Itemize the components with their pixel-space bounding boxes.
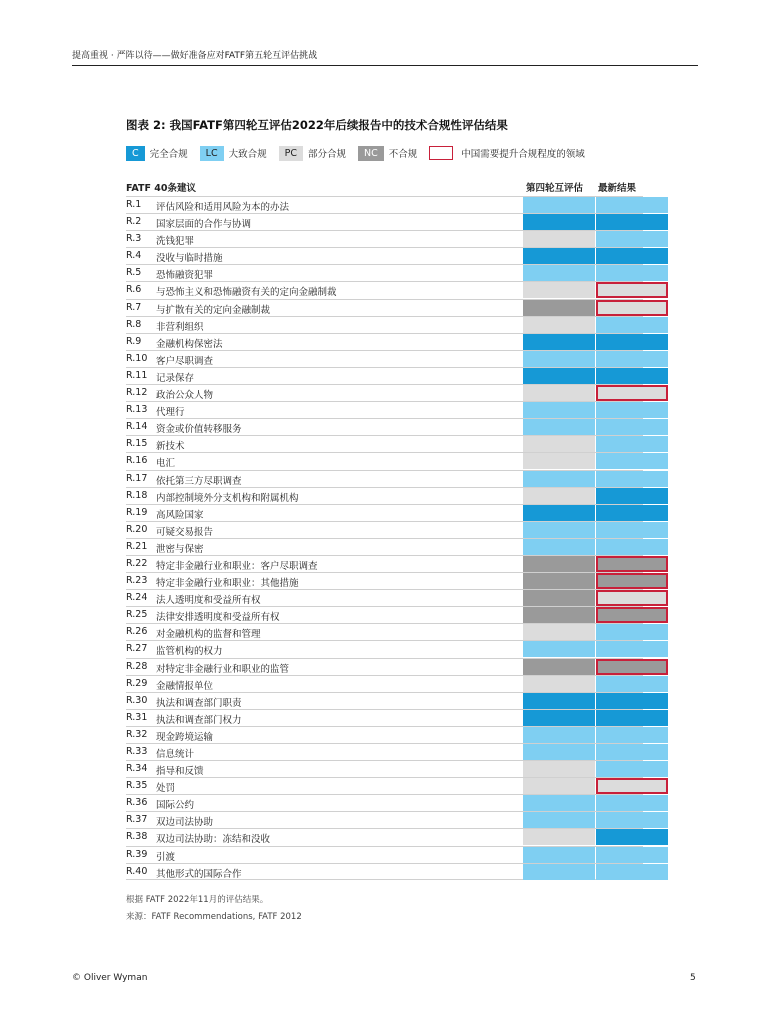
latest-rating-cell	[596, 829, 668, 845]
fourth-round-rating-cell	[523, 641, 595, 657]
latest-rating-cell-highlighted	[596, 573, 668, 589]
fourth-round-rating-cell	[523, 812, 595, 828]
latest-rating-cell	[596, 471, 668, 487]
recommendation-name: 泄密与保密	[156, 543, 204, 555]
latest-rating-cell	[596, 334, 668, 350]
latest-rating-cell-highlighted	[596, 282, 668, 298]
fourth-round-rating-cell	[523, 300, 595, 316]
legend-label: 完全合规	[149, 149, 188, 160]
recommendation-number: R.2	[126, 216, 142, 228]
legend-item-c	[126, 146, 188, 161]
fourth-round-rating-cell	[523, 402, 595, 418]
table-row	[126, 777, 643, 794]
fourth-round-rating-cell	[523, 453, 595, 469]
latest-rating-cell	[596, 436, 668, 452]
recommendation-name: 信息统计	[156, 749, 195, 760]
recommendation-number: R.13	[126, 404, 148, 416]
recommendation-number: R.21	[126, 540, 148, 552]
fourth-round-rating-cell	[523, 265, 595, 281]
table-row	[126, 538, 643, 555]
recommendation-number: R.40	[126, 865, 148, 877]
recommendation-number: R.31	[126, 711, 148, 723]
fourth-round-rating-cell	[523, 607, 595, 623]
table-row	[126, 264, 643, 281]
legend-label: 部分合规	[307, 149, 346, 160]
recommendation-number: R.16	[126, 455, 148, 467]
table-row	[126, 828, 643, 845]
legend-label: 不合规	[388, 149, 418, 160]
legend	[126, 145, 597, 161]
table-row	[126, 555, 643, 572]
fourth-round-rating-cell	[523, 248, 595, 264]
recommendation-number: R.10	[126, 352, 148, 364]
latest-rating-cell	[596, 761, 668, 777]
recommendation-name: 洗钱犯罪	[156, 236, 195, 248]
legend-chip-c: C	[126, 146, 145, 161]
latest-rating-cell	[596, 641, 668, 657]
latest-rating-cell	[596, 419, 668, 435]
recommendation-number: R.35	[126, 780, 148, 792]
latest-rating-cell-highlighted	[596, 300, 668, 316]
recommendation-number: R.30	[126, 694, 148, 706]
recommendation-name: 代理行	[156, 407, 185, 419]
latest-rating-cell	[596, 727, 668, 743]
recommendation-name: 非营利组织	[156, 321, 204, 333]
recommendation-name: 评估风险和适用风险为本的办法	[156, 202, 290, 213]
recommendation-number: R.11	[126, 369, 148, 381]
recommendation-number: R.36	[126, 797, 148, 809]
recommendation-name: 法律安排透明度和受益所有权	[156, 612, 280, 624]
header-divider	[72, 65, 698, 66]
fourth-round-rating-cell	[523, 727, 595, 743]
table-row	[126, 760, 643, 777]
recommendation-name: 双边司法协助	[156, 817, 214, 829]
recommendation-name: 依托第三方尽职调查	[156, 475, 242, 487]
recommendation-name: 国家层面的合作与协调	[156, 219, 252, 231]
recommendation-name: 金融情报单位	[156, 680, 214, 692]
latest-rating-cell	[596, 522, 668, 538]
header-fourth-round: 第四轮互评估	[526, 183, 584, 194]
recommendation-number: R.6	[126, 284, 142, 296]
table-row	[126, 367, 643, 384]
recommendation-name: 法人透明度和受益所有权	[156, 595, 261, 607]
recommendation-name: 现金跨境运输	[156, 731, 214, 743]
table-row	[126, 452, 643, 469]
note-source: 来源：FATF Recommendations, FATF 2012	[126, 912, 302, 922]
legend-item-pc	[279, 146, 346, 161]
fourth-round-rating-cell	[523, 659, 595, 675]
recommendation-number: R.27	[126, 643, 148, 655]
table-row	[126, 726, 643, 743]
compliance-table	[126, 196, 643, 880]
recommendation-number: R.1	[126, 199, 142, 210]
latest-rating-cell	[596, 231, 668, 247]
fourth-round-rating-cell	[523, 385, 595, 401]
latest-rating-cell	[596, 693, 668, 709]
recommendation-number: R.8	[126, 318, 142, 330]
legend-label: 大致合规	[228, 149, 267, 160]
table-row	[126, 196, 643, 213]
recommendation-name: 监管机构的权力	[156, 646, 223, 658]
table-row	[126, 589, 643, 606]
latest-rating-cell	[596, 505, 668, 521]
legend-item-highlight	[429, 146, 585, 160]
latest-rating-cell	[596, 368, 668, 384]
recommendation-name: 对金融机构的监督和管理	[156, 629, 261, 641]
recommendation-name: 特定非金融行业和职业：客户尽职调查	[156, 560, 318, 572]
recommendation-number: R.3	[126, 233, 142, 245]
fourth-round-rating-cell	[523, 471, 595, 487]
recommendation-name: 高风险国家	[156, 509, 204, 521]
table-row	[126, 504, 643, 521]
latest-rating-cell	[596, 351, 668, 367]
table-row	[126, 230, 643, 247]
recommendation-number: R.26	[126, 626, 148, 638]
latest-rating-cell	[596, 402, 668, 418]
latest-rating-cell	[596, 214, 668, 230]
recommendation-number: R.23	[126, 575, 148, 587]
page-number: 5	[690, 973, 696, 983]
table-row	[126, 333, 643, 350]
fourth-round-rating-cell	[523, 556, 595, 572]
latest-rating-cell	[596, 676, 668, 692]
fourth-round-rating-cell	[523, 522, 595, 538]
fourth-round-rating-cell	[523, 847, 595, 863]
table-row	[126, 658, 643, 675]
table-row	[126, 863, 643, 880]
recommendation-name: 电汇	[156, 458, 176, 470]
table-row	[126, 846, 643, 863]
table-row	[126, 606, 643, 623]
table-row	[126, 794, 643, 811]
recommendation-name: 对特定非金融行业和职业的监管	[156, 663, 290, 675]
recommendation-number: R.14	[126, 421, 148, 433]
table-row	[126, 299, 643, 316]
latest-rating-cell	[596, 864, 668, 880]
fourth-round-rating-cell	[523, 693, 595, 709]
latest-rating-cell	[596, 265, 668, 281]
latest-rating-cell-highlighted	[596, 778, 668, 794]
header-latest: 最新结果	[598, 183, 637, 194]
recommendation-number: R.29	[126, 677, 148, 689]
recommendation-name: 金融机构保密法	[156, 338, 223, 350]
recommendation-name: 特定非金融行业和职业：其他措施	[156, 578, 299, 590]
running-header: 提高重视 · 严阵以待——做好准备应对FATF第五轮互评估挑战	[72, 51, 318, 61]
table-row	[126, 623, 643, 640]
fourth-round-rating-cell	[523, 488, 595, 504]
recommendation-number: R.28	[126, 660, 148, 672]
recommendation-name: 与恐怖主义和恐怖融资有关的定向金融制裁	[156, 287, 337, 299]
legend-chip-pc: PC	[279, 146, 303, 161]
recommendation-number: R.25	[126, 609, 148, 621]
recommendation-name: 可疑交易报告	[156, 526, 214, 538]
table-row	[126, 572, 643, 589]
recommendation-name: 执法和调查部门职责	[156, 697, 242, 709]
recommendation-number: R.34	[126, 763, 148, 775]
fourth-round-rating-cell	[523, 419, 595, 435]
recommendation-number: R.5	[126, 267, 142, 279]
recommendation-number: R.7	[126, 301, 142, 313]
latest-rating-cell	[596, 847, 668, 863]
fourth-round-rating-cell	[523, 334, 595, 350]
table-row	[126, 316, 643, 333]
latest-rating-cell-highlighted	[596, 556, 668, 572]
table-row	[126, 521, 643, 538]
recommendation-name: 没收与临时措施	[156, 253, 223, 265]
fourth-round-rating-cell	[523, 829, 595, 845]
recommendation-name: 双边司法协助：冻结和没收	[156, 834, 271, 846]
latest-rating-cell	[596, 624, 668, 640]
recommendation-number: R.18	[126, 489, 148, 501]
latest-rating-cell-highlighted	[596, 385, 668, 401]
recommendation-name: 内部控制境外分支机构和附属机构	[156, 492, 299, 504]
header-recommendations: FATF 40条建议	[126, 183, 197, 194]
recommendation-name: 资金或价值转移服务	[156, 424, 242, 436]
table-row	[126, 743, 643, 760]
recommendation-name: 记录保存	[156, 372, 195, 384]
recommendation-number: R.15	[126, 438, 148, 450]
table-row	[126, 811, 643, 828]
table-row	[126, 350, 643, 367]
recommendation-number: R.4	[126, 250, 142, 262]
footer-copyright: © Oliver Wyman	[72, 973, 148, 983]
recommendation-number: R.38	[126, 831, 148, 843]
recommendation-number: R.32	[126, 728, 148, 740]
recommendation-name: 客户尽职调查	[156, 355, 214, 367]
recommendation-name: 引渡	[156, 851, 176, 863]
fourth-round-rating-cell	[523, 778, 595, 794]
fourth-round-rating-cell	[523, 573, 595, 589]
legend-highlight-box	[429, 146, 453, 160]
table-row	[126, 384, 643, 401]
recommendation-name: 政治公众人物	[156, 390, 214, 402]
table-header	[126, 180, 643, 193]
fourth-round-rating-cell	[523, 214, 595, 230]
recommendation-name: 与扩散有关的定向金融制裁	[156, 304, 271, 316]
recommendation-name: 处罚	[156, 783, 176, 795]
latest-rating-cell	[596, 744, 668, 760]
fourth-round-rating-cell	[523, 624, 595, 640]
table-row	[126, 709, 643, 726]
latest-rating-cell	[596, 539, 668, 555]
fourth-round-rating-cell	[523, 351, 595, 367]
fourth-round-rating-cell	[523, 368, 595, 384]
latest-rating-cell	[596, 453, 668, 469]
latest-rating-cell	[596, 317, 668, 333]
recommendation-name: 新技术	[156, 441, 185, 453]
table-row	[126, 692, 643, 709]
table-row	[126, 418, 643, 435]
fourth-round-rating-cell	[523, 761, 595, 777]
recommendation-number: R.24	[126, 592, 148, 604]
recommendation-name: 其他形式的国际合作	[156, 868, 242, 880]
latest-rating-cell	[596, 710, 668, 726]
fourth-round-rating-cell	[523, 436, 595, 452]
legend-highlight-label: 中国需要提升合规程度的领域	[461, 149, 585, 160]
latest-rating-cell-highlighted	[596, 659, 668, 675]
table-row	[126, 675, 643, 692]
fourth-round-rating-cell	[523, 539, 595, 555]
recommendation-number: R.37	[126, 814, 148, 826]
fourth-round-rating-cell	[523, 676, 595, 692]
fourth-round-rating-cell	[523, 590, 595, 606]
fourth-round-rating-cell	[523, 317, 595, 333]
recommendation-number: R.9	[126, 335, 142, 347]
table-row	[126, 213, 643, 230]
fourth-round-rating-cell	[523, 505, 595, 521]
table-row	[126, 470, 643, 487]
recommendation-name: 国际公约	[156, 800, 195, 812]
legend-item-lc	[200, 146, 267, 161]
table-row	[126, 281, 643, 298]
fourth-round-rating-cell	[523, 864, 595, 880]
recommendation-number: R.12	[126, 387, 148, 399]
legend-item-nc	[358, 146, 417, 161]
recommendation-number: R.20	[126, 523, 148, 535]
table-row	[126, 487, 643, 504]
recommendation-number: R.39	[126, 848, 148, 860]
latest-rating-cell	[596, 488, 668, 504]
table-row	[126, 401, 643, 418]
latest-rating-cell	[596, 795, 668, 811]
table-row	[126, 435, 643, 452]
fourth-round-rating-cell	[523, 710, 595, 726]
fourth-round-rating-cell	[523, 282, 595, 298]
latest-rating-cell	[596, 812, 668, 828]
latest-rating-cell-highlighted	[596, 590, 668, 606]
legend-chip-nc: NC	[358, 146, 384, 161]
recommendation-name: 指导和反馈	[156, 766, 204, 778]
fourth-round-rating-cell	[523, 744, 595, 760]
latest-rating-cell-highlighted	[596, 607, 668, 623]
fourth-round-rating-cell	[523, 795, 595, 811]
table-row	[126, 640, 643, 657]
legend-chip-lc: LC	[200, 146, 224, 161]
table-row	[126, 247, 643, 264]
latest-rating-cell	[596, 197, 668, 213]
fourth-round-rating-cell	[523, 197, 595, 213]
recommendation-number: R.22	[126, 557, 148, 569]
note-assessment: 根据 FATF 2022年11月的评估结果。	[126, 895, 269, 905]
recommendation-name: 恐怖融资犯罪	[156, 270, 214, 282]
fourth-round-rating-cell	[523, 231, 595, 247]
recommendation-number: R.17	[126, 472, 148, 484]
recommendation-name: 执法和调查部门权力	[156, 714, 242, 726]
recommendation-number: R.19	[126, 506, 148, 518]
latest-rating-cell	[596, 248, 668, 264]
figure-title: 图表 2: 我国FATF第四轮互评估2022年后续报告中的技术合规性评估结果	[126, 118, 508, 132]
recommendation-number: R.33	[126, 746, 148, 757]
